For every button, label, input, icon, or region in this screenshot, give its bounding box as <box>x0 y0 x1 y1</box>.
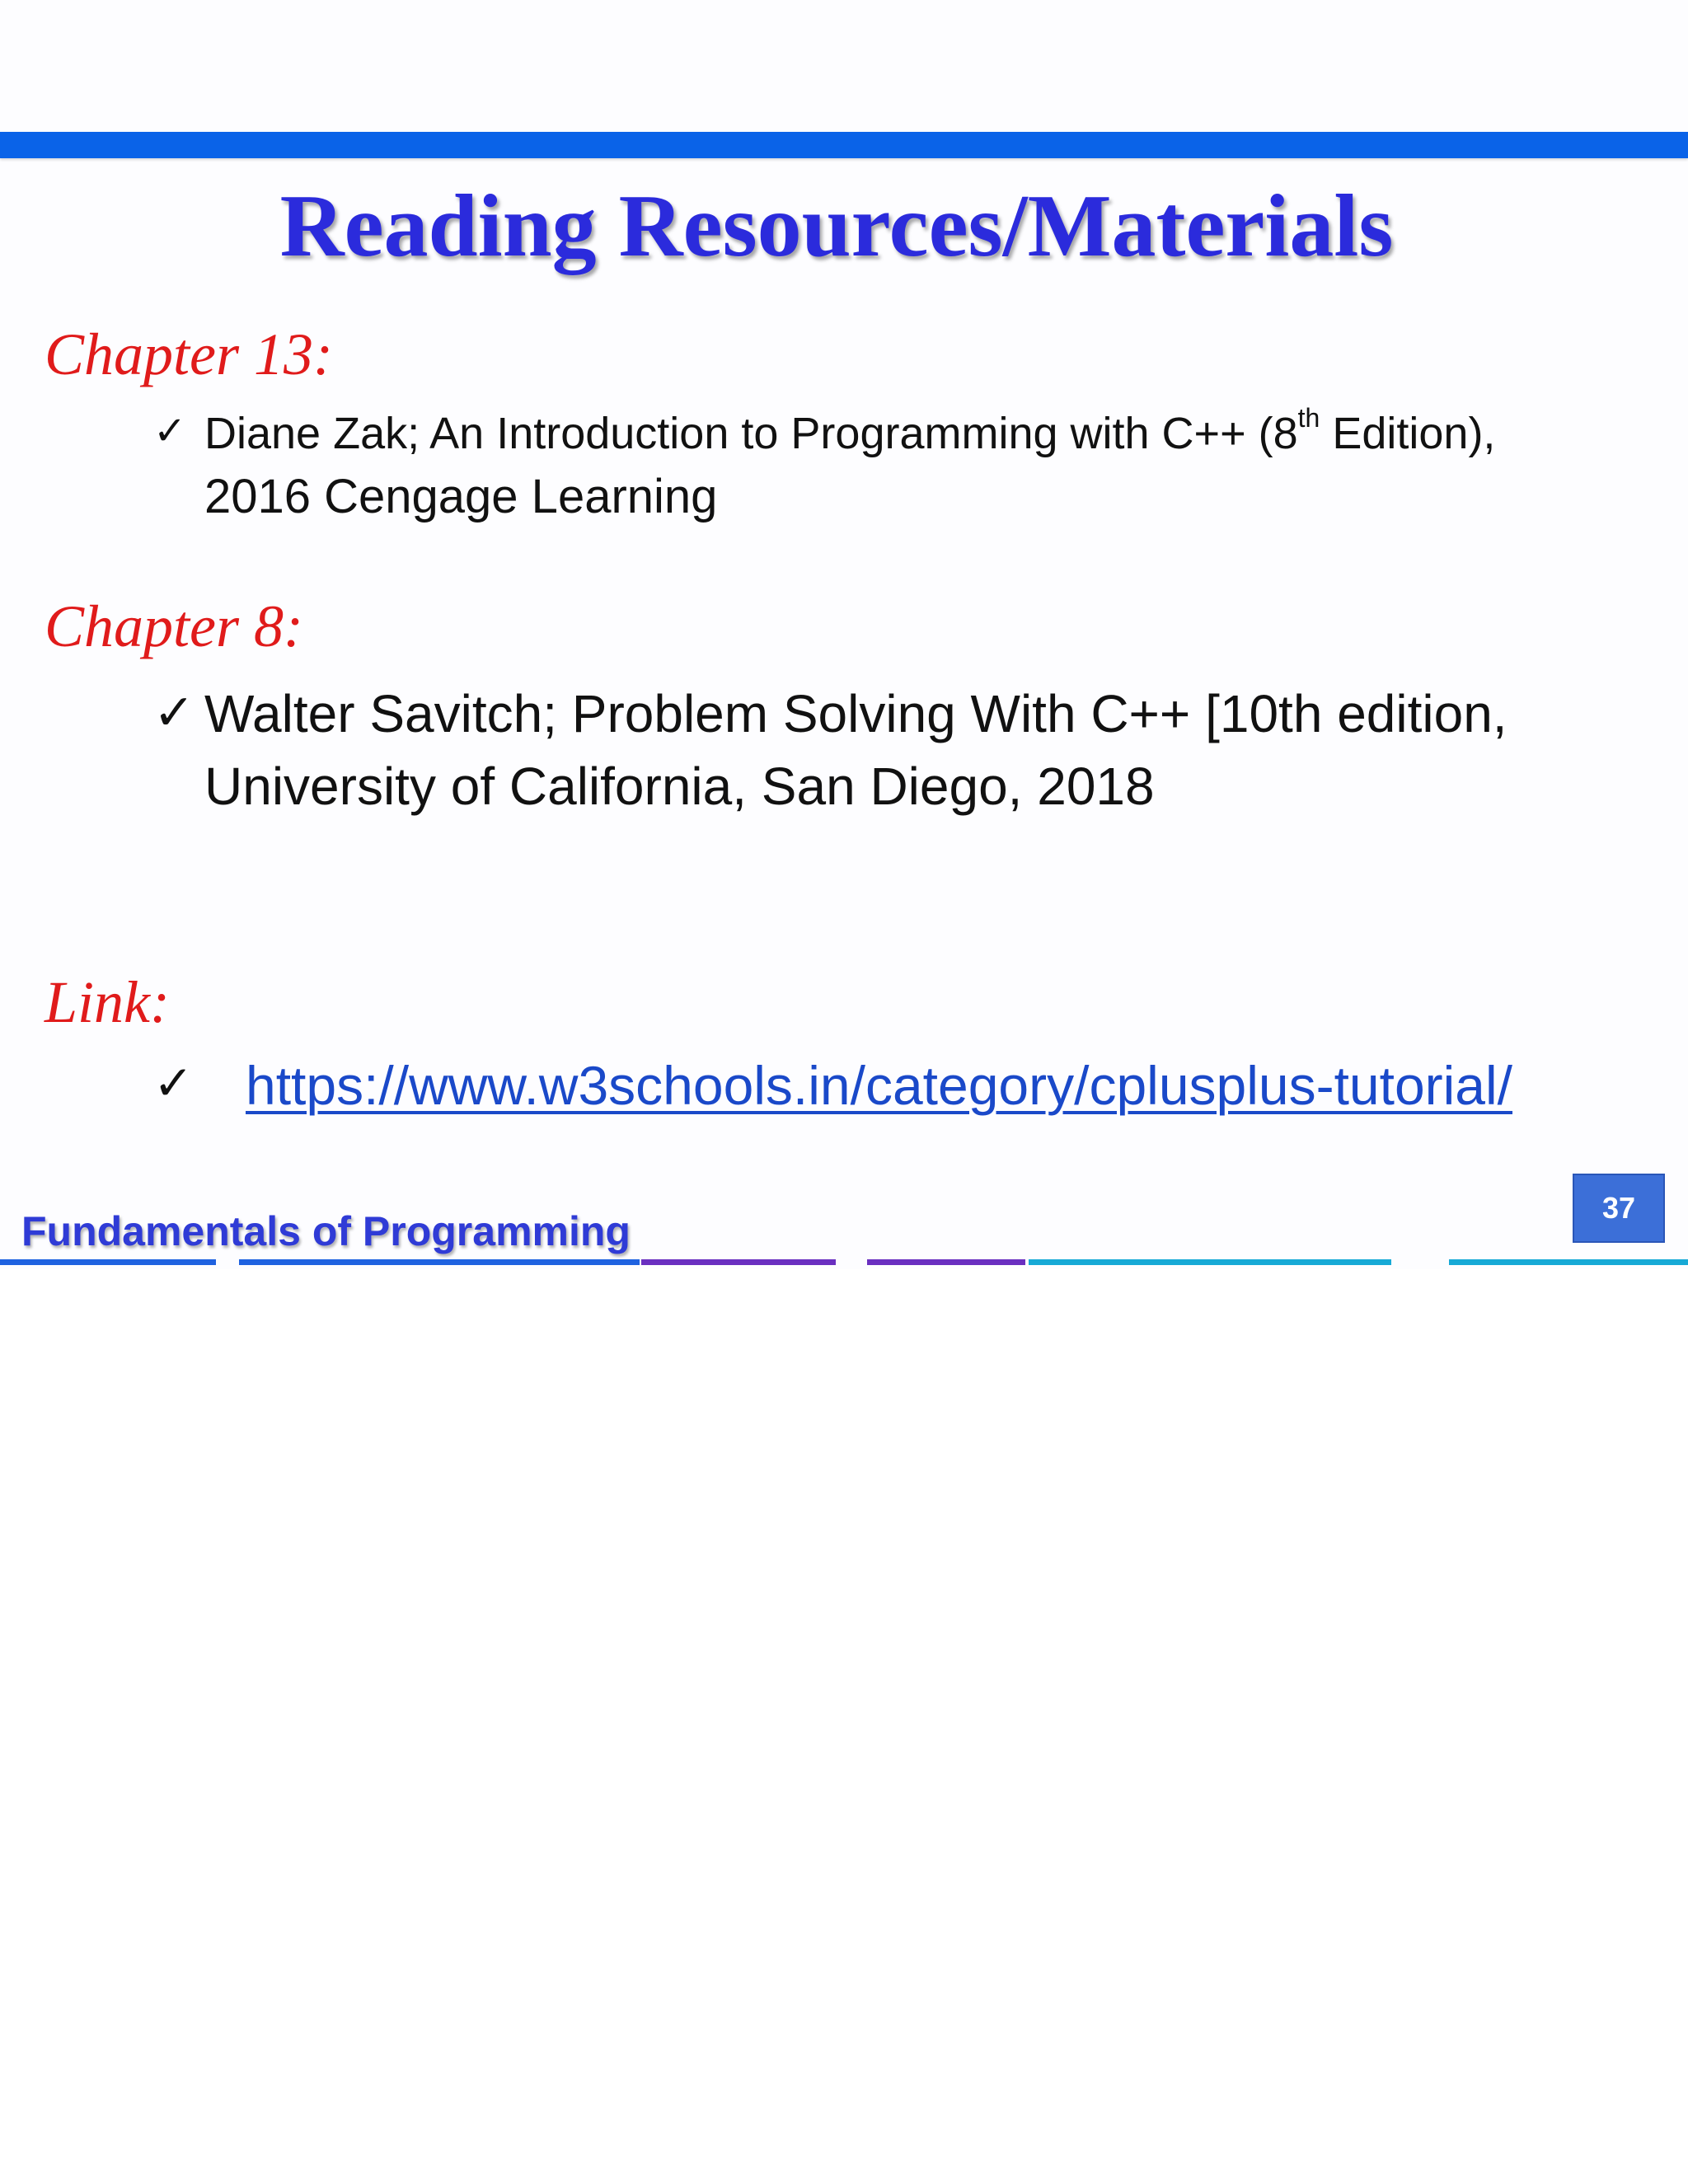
reference-line: University of California, San Diego, 2018 <box>204 757 1155 816</box>
footer-course-title: Fundamentals of Programming <box>21 1208 631 1254</box>
footer-line-segment <box>0 1259 216 1265</box>
top-accent-bar <box>0 132 1688 158</box>
section-heading-chapter-13: Chapter 13: <box>45 321 333 387</box>
slide-title: Reading Resources/Materials <box>279 177 1394 275</box>
footer-line-segment <box>641 1259 836 1265</box>
checkmark-icon: ✓ <box>153 1057 194 1110</box>
footer-line-segment <box>867 1259 1025 1265</box>
reference-line: Walter Savitch; Problem Solving With C++ [10th edition, <box>204 684 1507 743</box>
footer-line-segment <box>1029 1259 1391 1265</box>
reference-line: 2016 Cengage Learning <box>204 470 718 523</box>
checkmark-icon: ✓ <box>153 685 195 740</box>
reference-line: Diane Zak; An Introduction to Programming with C++ (8th Edition), <box>204 403 1496 458</box>
page-number-badge: 37 <box>1573 1174 1665 1243</box>
section-heading-link: Link: <box>45 969 170 1035</box>
checkmark-icon: ✓ <box>153 410 187 453</box>
tutorial-link[interactable]: https://www.w3schools.in/category/cplusplus-tutorial/ <box>246 1055 1513 1116</box>
section-heading-chapter-8: Chapter 8: <box>45 593 303 659</box>
footer-line-segment <box>239 1259 640 1265</box>
footer-line-segment <box>1449 1259 1688 1265</box>
